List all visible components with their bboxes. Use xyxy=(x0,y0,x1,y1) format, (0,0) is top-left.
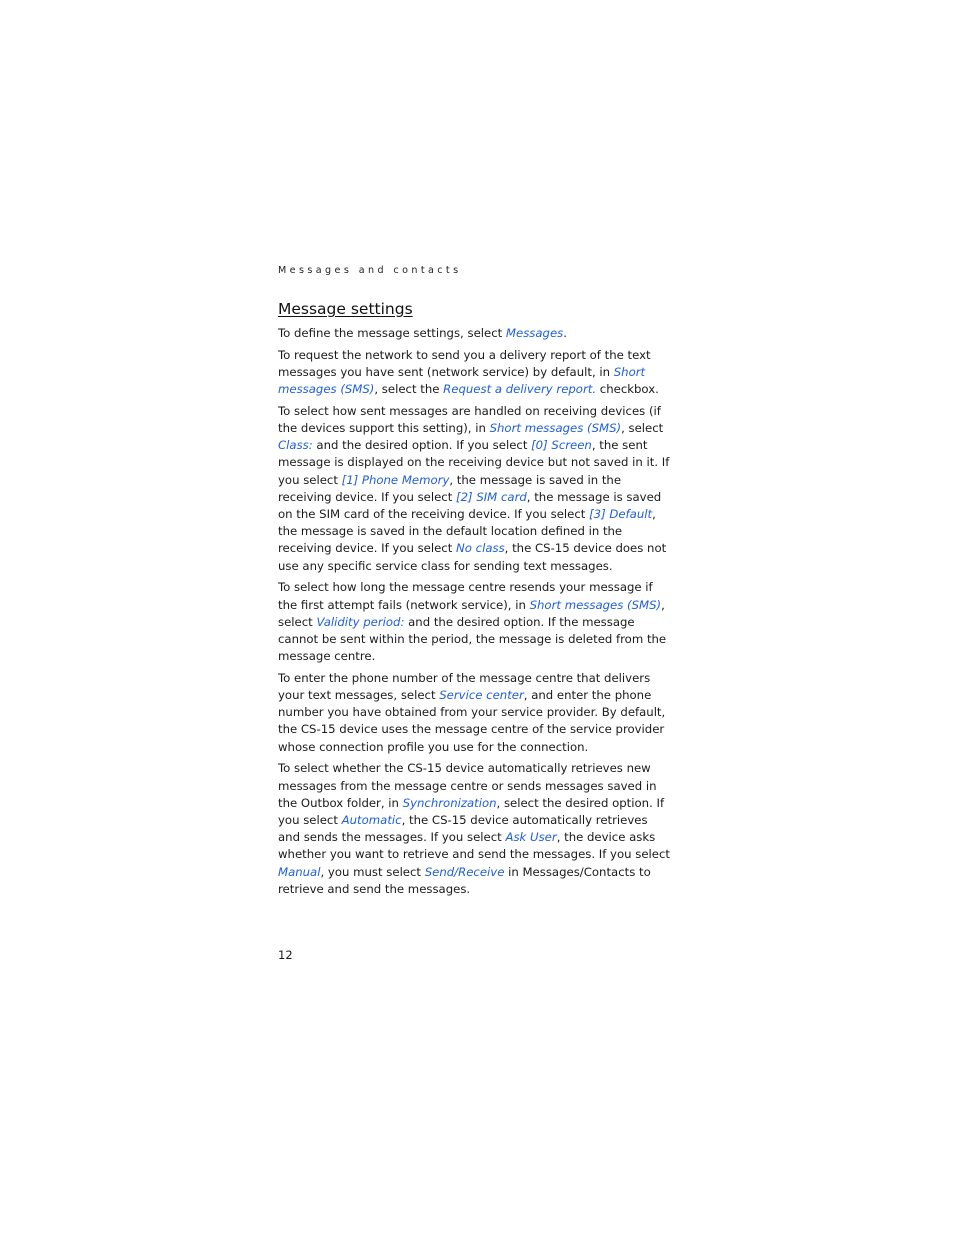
paragraph-list xyxy=(278,325,670,898)
body-text: To define the message settings, select xyxy=(278,326,506,340)
body-text: , the sent message is displayed on the receiving device but not saved in it. If you select xyxy=(278,438,670,487)
ui-term: Send/Receive xyxy=(424,864,505,879)
paragraph-service-center xyxy=(278,670,670,756)
ui-term: Validity period: xyxy=(316,614,405,629)
ui-term: [0] Screen xyxy=(531,438,592,453)
ui-term: No class xyxy=(456,541,505,556)
body-text: , the message is saved in the default location defined in the receiving device. If you select xyxy=(278,507,656,556)
body-text: To select how long the message centre resends your message if the first attempt fails (network service), in xyxy=(278,580,653,612)
ui-term: Short messages (SMS) xyxy=(529,597,662,612)
paragraph-delivery-report xyxy=(278,347,670,399)
body-text: , the CS-15 device does not use any specific service class for sending text messages. xyxy=(278,541,667,573)
ui-term: [3] Default xyxy=(589,507,653,522)
body-text: , the message is saved in the receiving device. If you select xyxy=(278,472,622,504)
body-text: To enter the phone number of the message centre that delivers your text messages, select xyxy=(278,670,651,703)
body-text: To select whether the CS-15 device automatically retrieves new messages from the message centre or sends messages saved in the Outbox folder, in xyxy=(278,761,657,810)
body-text: To request the network to send you a delivery report of the text messages you have sent (network service) by default, in xyxy=(278,347,651,379)
body-text: , the message is saved on the SIM card of the receiving device. If you select xyxy=(278,489,662,522)
ui-term: Service center xyxy=(439,688,524,703)
body-text: , select the desired option. If you select xyxy=(278,795,665,827)
section-title: Message settings xyxy=(278,300,413,318)
ui-term: Automatic xyxy=(341,812,402,827)
body-text: , the CS-15 device automatically retrieves and sends the messages. If you select xyxy=(278,812,648,845)
ui-term: Short messages (SMS) xyxy=(278,364,646,397)
body-text: and the desired option. If you select xyxy=(312,438,532,453)
main-content xyxy=(278,297,670,903)
body-text: , select the xyxy=(374,382,444,397)
paragraph-synchronization xyxy=(278,760,670,898)
ui-term: Class: xyxy=(278,438,313,453)
body-text: and the desired option. If the message cannot be sent within the period, the message is deleted from the message centre. xyxy=(278,614,667,664)
ui-term: [2] SIM card xyxy=(456,489,527,504)
body-text: , select xyxy=(621,421,664,436)
body-text: checkbox. xyxy=(596,382,659,397)
ui-term: Messages xyxy=(505,326,564,340)
page-number: 12 xyxy=(278,948,293,962)
body-text: , and enter the phone number you have obtained from your service provider. By default, the CS-15 device uses the message centre of the service provider whose connection profile you use for the connection. xyxy=(278,688,666,754)
ui-term: Short messages (SMS) xyxy=(489,421,622,436)
body-text: , you must select xyxy=(320,864,425,879)
ui-term: Request a delivery report. xyxy=(443,382,597,397)
ui-term: Synchronization xyxy=(402,795,497,810)
body-text: , select xyxy=(278,597,665,629)
ui-term: [1] Phone Memory xyxy=(341,472,450,487)
ui-term: Ask User xyxy=(505,830,557,845)
ui-term: Manual xyxy=(278,864,321,879)
paragraph-message-class xyxy=(278,403,670,575)
body-text: To select how sent messages are handled on receiving devices (if the devices support this setting), in xyxy=(278,403,661,436)
body-text: in Messages/Contacts to retrieve and send the messages. xyxy=(278,864,651,896)
paragraph-intro xyxy=(278,325,670,342)
body-text: . xyxy=(563,326,567,340)
body-text: , the device asks whether you want to retrieve and send the messages. If you select xyxy=(278,830,670,862)
paragraph-validity-period xyxy=(278,579,670,665)
running-header: Messages and contacts xyxy=(278,265,462,276)
